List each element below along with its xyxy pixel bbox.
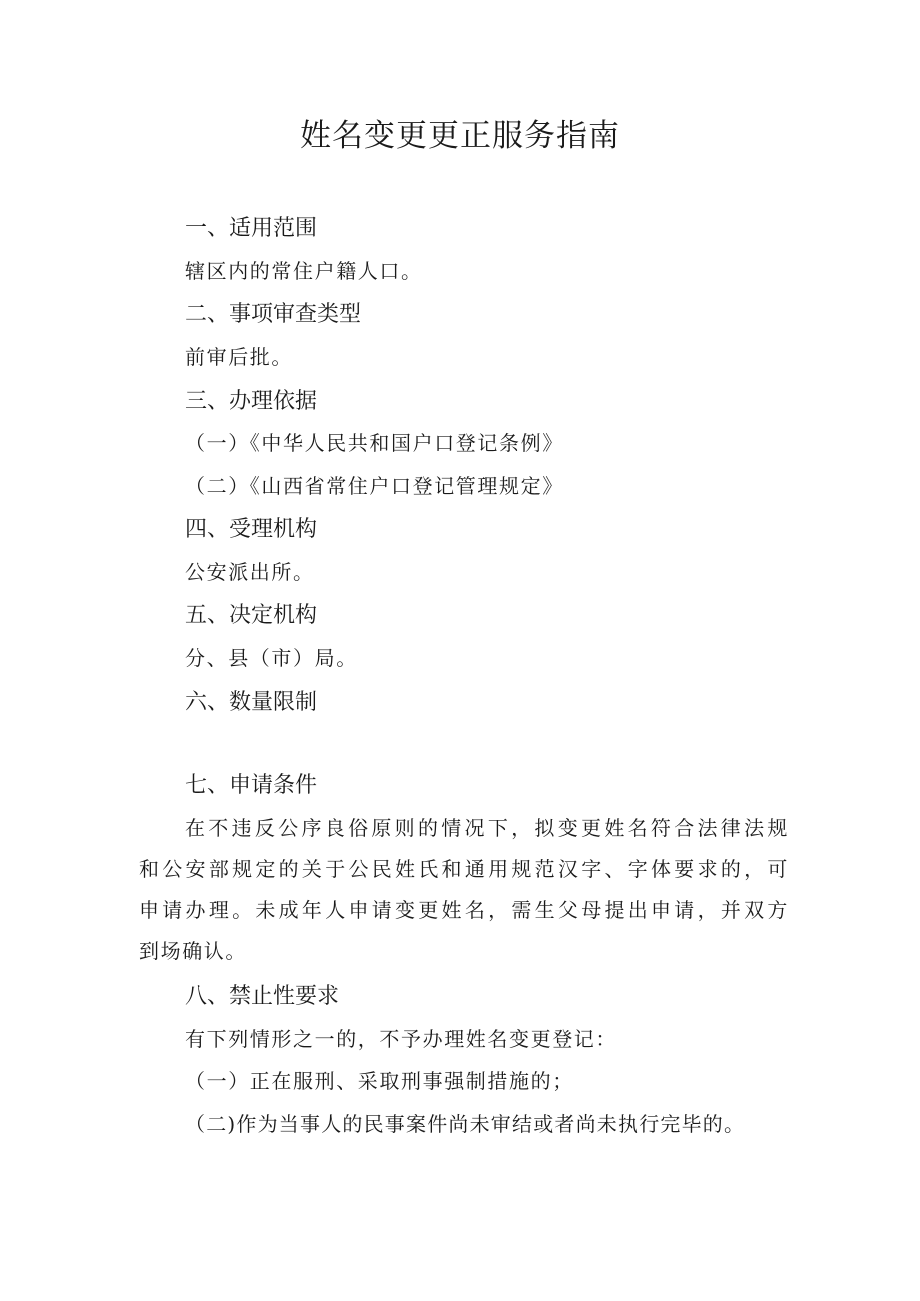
prohibitions-intro: 有下列情形之一的，不予办理姓名变更登记：	[185, 1027, 617, 1051]
section-heading-legal-basis: 三、办理依据	[185, 389, 318, 414]
conditions-line-1: 在不违反公序良俗原则的情况下，拟变更姓名符合法律法规	[185, 816, 789, 840]
section-heading-accepting-agency: 四、受理机构	[185, 517, 318, 542]
section-text-deciding-agency: 分、县（市）局。	[185, 646, 358, 670]
section-heading-review-type: 二、事项审查类型	[185, 302, 362, 327]
section-heading-scope: 一、适用范围	[185, 216, 318, 241]
section-text-review-type: 前审后批。	[185, 345, 293, 369]
prohibition-item-2: （二)作为当事人的民事案件尚未审结或者尚未执行完毕的。	[185, 1112, 746, 1136]
prohibition-item-1: （一）正在服刑、采取刑事强制措施的；	[185, 1069, 574, 1093]
conditions-line-4: 到场确认。	[139, 939, 247, 963]
conditions-line-3: 申请办理。未成年人申请变更姓名，需生父母提出申请，并双方	[139, 898, 789, 922]
section-heading-quantity-limit: 六、数量限制	[185, 690, 318, 715]
legal-basis-item-1: （一）《中华人民共和国户口登记条例》	[185, 431, 564, 455]
section-text-accepting-agency: 公安派出所。	[185, 560, 315, 584]
section-heading-conditions: 七、申请条件	[185, 773, 318, 798]
conditions-line-2: 和公安部规定的关于公民姓氏和通用规范汉字、字体要求的，可	[139, 857, 789, 881]
section-heading-deciding-agency: 五、决定机构	[185, 603, 318, 628]
section-heading-prohibitions: 八、禁止性要求	[185, 984, 340, 1009]
section-text-scope: 辖区内的常住户籍人口。	[185, 259, 423, 283]
legal-basis-item-2: （二）《山西省常住户口登记管理规定》	[185, 474, 564, 498]
document-title: 姓名变更更正服务指南	[300, 118, 620, 154]
